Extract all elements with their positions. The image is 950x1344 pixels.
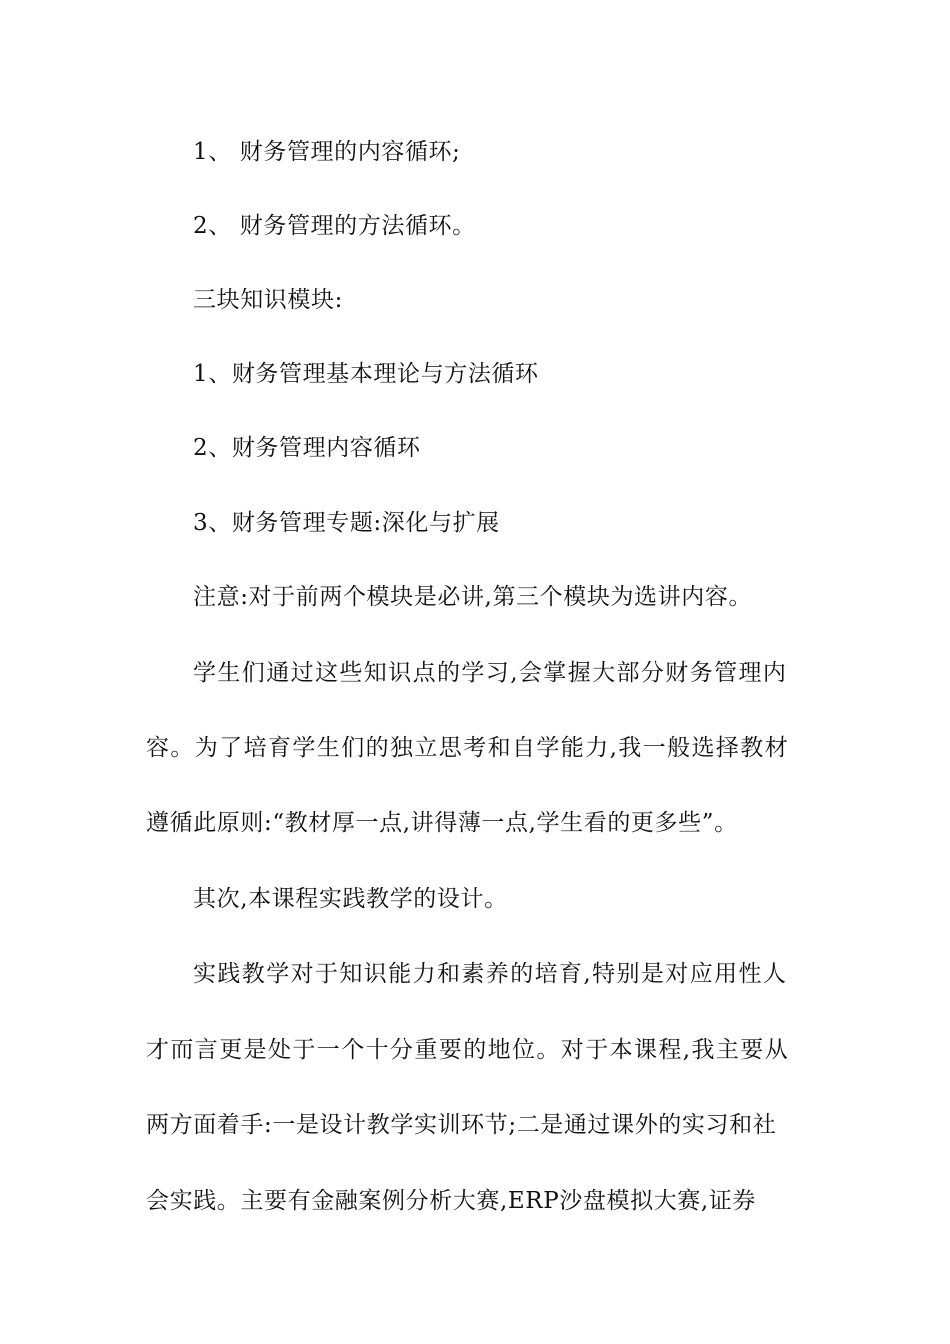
- list-item-content-cycle: 1、 财务管理的内容循环;: [193, 139, 461, 165]
- section-heading-modules: 三块知识模块:: [193, 287, 343, 313]
- paragraph-line: 学生们通过这些知识点的学习,会掌握大部分财务管理内: [193, 660, 788, 686]
- list-item-method-cycle: 2、 财务管理的方法循环。: [193, 213, 476, 239]
- paragraph-line: 其次,本课程实践教学的设计。: [193, 886, 508, 912]
- paragraph-line: 才而言更是处于一个十分重要的地位。对于本课程,我主要从: [146, 1037, 790, 1063]
- module-item-2: 2、财务管理内容循环: [193, 435, 421, 461]
- paragraph-line: 实践教学对于知识能力和素养的培育,特别是对应用性人: [193, 961, 788, 987]
- paragraph-line: 容。为了培育学生们的独立思考和自学能力,我一般选择教材: [146, 735, 790, 761]
- paragraph-line: 遵循此原则:“教材厚一点,讲得薄一点,学生看的更多些”。: [146, 810, 738, 836]
- note-paragraph: 注意:对于前两个模块是必讲,第三个模块为选讲内容。: [193, 584, 753, 610]
- paragraph-line: 两方面着手:一是设计教学实训环节;二是通过课外的实习和社: [146, 1112, 777, 1138]
- module-item-1: 1、财务管理基本理论与方法循环: [193, 361, 539, 387]
- paragraph-line: 会实践。主要有金融案例分析大赛,ERP沙盘模拟大赛,证券: [146, 1188, 757, 1214]
- module-item-3: 3、财务管理专题:深化与扩展: [193, 510, 500, 536]
